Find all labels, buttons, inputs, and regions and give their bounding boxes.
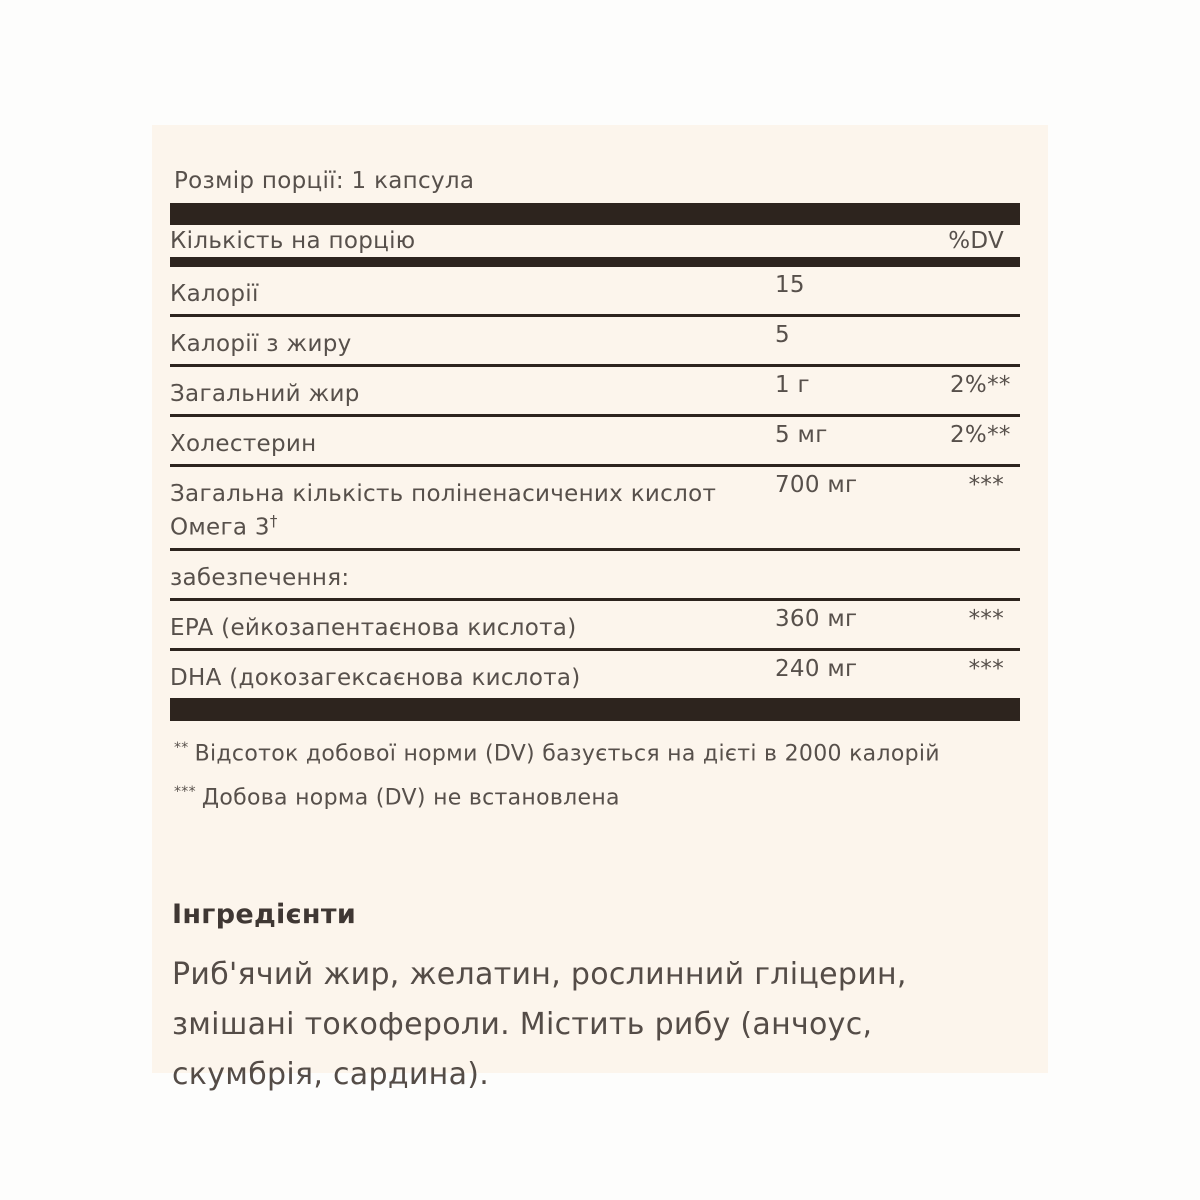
nutrient-dv: ***: [968, 655, 1004, 682]
nutrient-label-line1: Холестерин: [170, 431, 317, 457]
serving-size-text: Розмір порції: 1 капсула: [174, 168, 475, 194]
nutrient-label: [170, 554, 775, 592]
nutrient-amount: [775, 554, 950, 556]
nutrient-dv: [950, 320, 1020, 322]
divider-bar-bottom: [170, 698, 1020, 721]
nutrient-amount: 700 мг: [775, 472, 858, 498]
footnotes: [174, 733, 1020, 814]
nutrient-label: [170, 370, 775, 408]
footnote-dv-not-established: [174, 777, 1020, 813]
table-header: [170, 225, 1020, 257]
footnote-dv-basis: [174, 733, 1020, 769]
nutrient-label: [170, 420, 775, 458]
divider-bar-top: [170, 203, 1020, 225]
footnote-marker: ***: [174, 783, 196, 800]
supplement-facts-panel: [152, 125, 1048, 1093]
table-row-total-fat: [170, 367, 1020, 417]
nutrient-dv: ***: [968, 472, 1004, 498]
nutrient-label-line1: Калорії з жиру: [170, 331, 352, 357]
ingredients-text: Риб'ячий жир, желатин, рослинний гліцерин, змішані токофероли. Містить рибу (анчоус, скумбрія, сардина).: [172, 957, 907, 1093]
nutrient-label-line1: EPA (ейкозапентаєнова кислота): [170, 614, 577, 641]
nutrient-amount: 240 мг: [775, 655, 858, 682]
footnote-text: Відсоток добової норми (DV) базується на дієті в 2000 калорій: [194, 740, 940, 766]
nutrient-label: [170, 604, 775, 642]
table-row-calories-from-fat: [170, 317, 1020, 367]
table-row-calories: [170, 267, 1020, 317]
table-row-providing: [170, 551, 1020, 601]
nutrient-label-line2: Омега 3†: [170, 512, 278, 541]
nutrient-label-line1: Калорії: [170, 281, 259, 307]
divider-bar-header: [170, 257, 1020, 267]
nutrient-amount: 5 мг: [775, 422, 828, 448]
nutrient-amount: 15: [775, 272, 805, 298]
nutrient-dv: [950, 270, 1020, 272]
table-row-cholesterol: [170, 417, 1020, 467]
nutrient-dv: [950, 554, 1020, 556]
nutrient-label-line1: Загальний жир: [170, 381, 360, 407]
nutrient-dv: 2%**: [950, 422, 1011, 448]
nutrient-dv: 2%**: [950, 372, 1011, 398]
footnote-text: Добова норма (DV) не встановлена: [201, 785, 620, 811]
table-row-epa: [170, 601, 1020, 651]
table-header-dv-label: %DV: [948, 228, 1004, 254]
nutrient-label-line1: Загальна кількість поліненасичених кислот: [170, 481, 717, 507]
nutrient-label-line1: забезпечення:: [170, 564, 350, 591]
nutrient-dv: ***: [968, 605, 1004, 632]
nutrient-label: [170, 470, 775, 542]
nutrient-label: [170, 270, 775, 308]
nutrient-amount: 360 мг: [775, 605, 858, 632]
footnote-marker: **: [174, 739, 189, 756]
nutrient-label: [170, 654, 775, 692]
nutrient-label-line1: DHA (докозагексаєнова кислота): [170, 664, 581, 691]
table-header-amount-label: Кількість на порцію: [170, 228, 416, 254]
table-row-dha: [170, 651, 1020, 698]
ingredients-title: Інгредієнти: [172, 899, 357, 931]
nutrient-amount: 5: [775, 322, 790, 348]
table-row-omega3-total: [170, 467, 1020, 551]
nutrient-amount: 1 г: [775, 372, 810, 398]
nutrient-label: [170, 320, 775, 358]
